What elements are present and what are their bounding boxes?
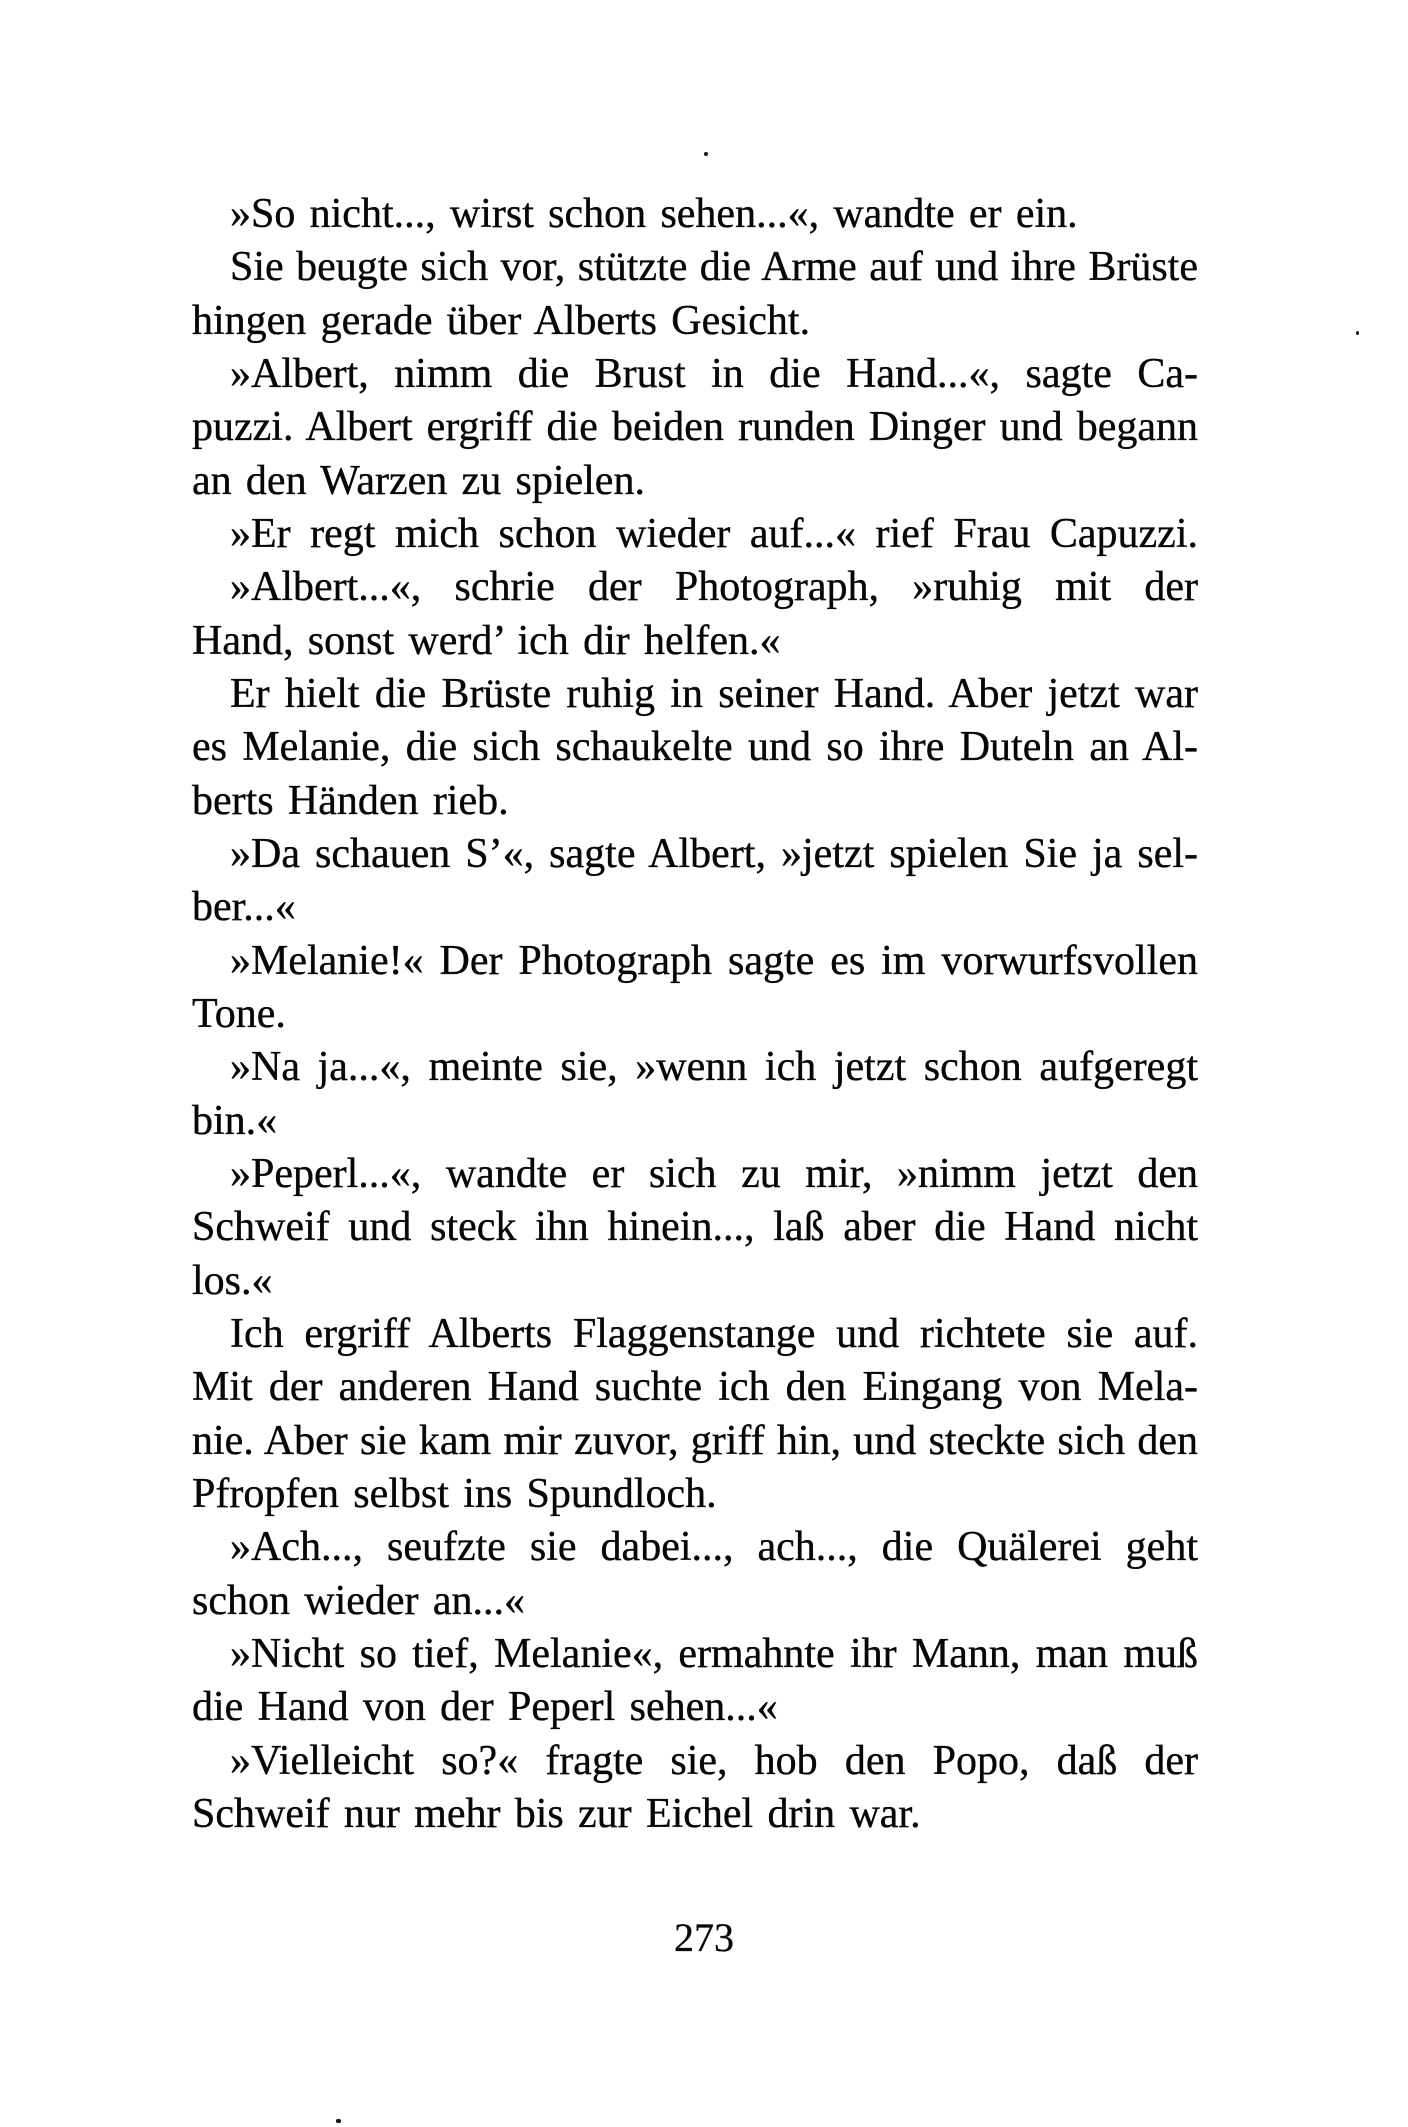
text-line: berts Händen rieb. (192, 777, 509, 824)
scan-speck (336, 2119, 341, 2123)
text-line: Hand, sonst werd’ ich dir helfen.« (192, 617, 781, 664)
text-line: bin.« (192, 1097, 278, 1144)
text-line: ber...« (192, 884, 296, 931)
text-line: »Peperl...«, wandte er sich zu mir, »nimm jetzt den (230, 1150, 1198, 1197)
page-number: 273 (674, 1915, 734, 1960)
text-line: »Vielleicht so?« fragte sie, hob den Popo, daß der (230, 1737, 1198, 1784)
text-line: Schweif und steck ihn hinein..., laß aber die Hand nicht (192, 1204, 1198, 1251)
text-line: puzzi. Albert ergriff die beiden runden Dinger und begann (192, 404, 1198, 451)
text-line: an den Warzen zu spielen. (192, 457, 645, 504)
text-line: »Nicht so tief, Melanie«, ermahnte ihr Mann, man muß (230, 1630, 1198, 1677)
scan-speck (704, 152, 708, 156)
text-line: »Da schauen S’«, sagte Albert, »jetzt spielen Sie ja sel- (230, 830, 1198, 877)
text-line: Er hielt die Brüste ruhig in seiner Hand. Aber jetzt war (230, 670, 1198, 717)
text-line: »Na ja...«, meinte sie, »wenn ich jetzt schon aufgeregt (230, 1044, 1198, 1091)
text-line: »Albert, nimm die Brust in die Hand...«, sagte Ca- (230, 350, 1198, 397)
text-line: »Ach..., seufzte sie dabei..., ach..., die Quälerei geht (230, 1524, 1198, 1571)
text-line: Sie beugte sich vor, stützte die Arme auf und ihre Brüste (230, 244, 1198, 291)
text-line: Mit der anderen Hand suchte ich den Eingang von Mela- (192, 1364, 1198, 1411)
text-line: Pfropfen selbst ins Spundloch. (192, 1470, 717, 1517)
text-line: schon wieder an...« (192, 1577, 525, 1624)
text-line: Schweif nur mehr bis zur Eichel drin war. (192, 1790, 921, 1837)
text-line: Ich ergriff Alberts Flaggenstange und richtete sie auf. (230, 1310, 1198, 1357)
text-line: Tone. (192, 990, 286, 1037)
text-block (192, 188, 1198, 1841)
scan-speck (1356, 331, 1359, 335)
text-line: »Melanie!« Der Photograph sagte es im vorwurfsvollen (230, 937, 1198, 984)
text-line: es Melanie, die sich schaukelte und so ihre Duteln an Al- (192, 724, 1198, 771)
text-line: nie. Aber sie kam mir zuvor, griff hin, und steckte sich den (192, 1417, 1198, 1464)
text-line: die Hand von der Peperl sehen...« (192, 1684, 778, 1731)
text-line: »So nicht..., wirst schon sehen...«, wandte er ein. (230, 191, 1078, 237)
text-line: »Er regt mich schon wieder auf...« rief Frau Capuzzi. (230, 510, 1198, 557)
text-line: »Albert...«, schrie der Photograph, »ruhig mit der (230, 564, 1198, 611)
text-line: los.« (192, 1257, 273, 1304)
text-line: hingen gerade über Alberts Gesicht. (192, 297, 811, 344)
